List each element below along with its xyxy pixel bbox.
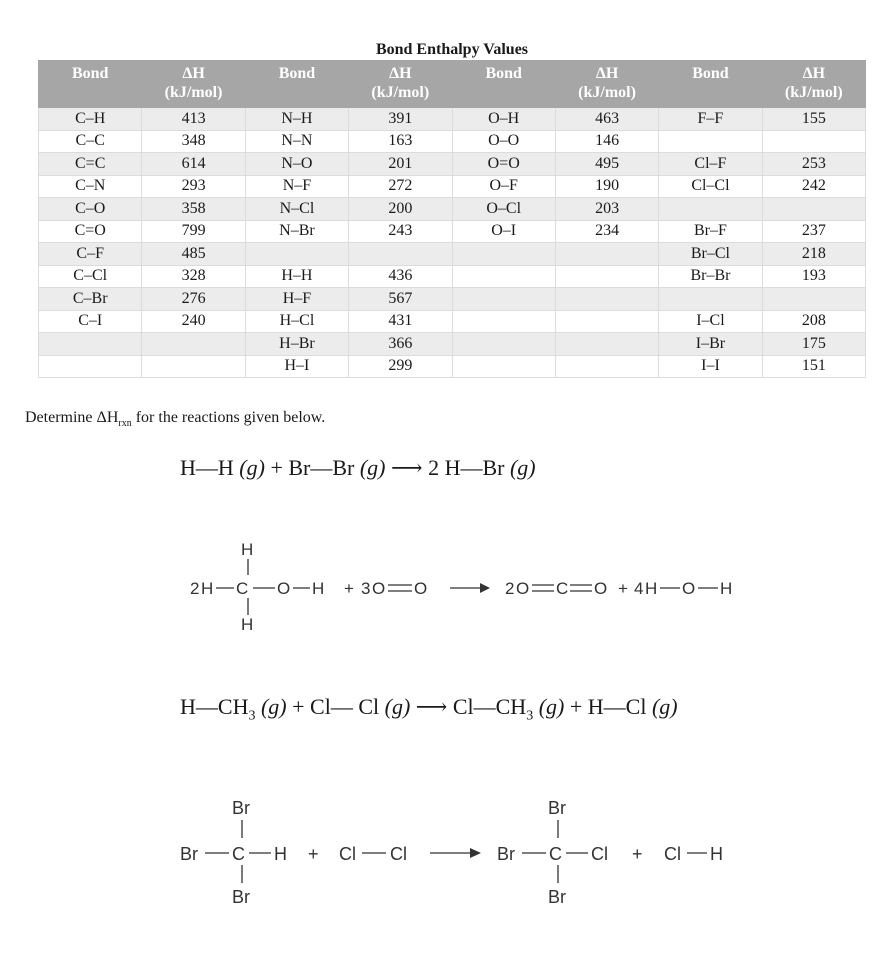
- bond-cell: F–F: [659, 108, 762, 131]
- reaction-2: [0, 535, 890, 645]
- svg-text:H: H: [201, 579, 214, 598]
- enthalpy-cell: [762, 198, 865, 221]
- enthalpy-cell: 431: [349, 310, 452, 333]
- table-row: [39, 198, 866, 221]
- svg-text:O: O: [277, 579, 291, 598]
- bond-cell: O–H: [452, 108, 555, 131]
- enthalpy-cell: 328: [142, 265, 245, 288]
- bond-cell: I–Cl: [659, 310, 762, 333]
- header-bond: Bond: [659, 61, 762, 108]
- svg-text:+: +: [344, 579, 354, 598]
- svg-text:4: 4: [634, 579, 644, 598]
- bond-cell: Br–Br: [659, 265, 762, 288]
- enthalpy-cell: 485: [142, 243, 245, 266]
- bond-cell: [39, 333, 142, 356]
- svg-text:H: H: [312, 579, 325, 598]
- table-row: [39, 130, 866, 153]
- bond-cell: C–O: [39, 198, 142, 221]
- bond-cell: [659, 198, 762, 221]
- bond-cell: N–O: [245, 153, 348, 176]
- bond-cell: H–Br: [245, 333, 348, 356]
- enthalpy-cell: [555, 288, 658, 311]
- enthalpy-cell: 243: [349, 220, 452, 243]
- bond-cell: H–Cl: [245, 310, 348, 333]
- svg-text:H: H: [645, 579, 658, 598]
- header-bond: Bond: [452, 61, 555, 108]
- enthalpy-cell: [142, 355, 245, 378]
- header-dh: ΔH (kJ/mol): [762, 61, 865, 108]
- bond-cell: [659, 130, 762, 153]
- header-bond: Bond: [39, 61, 142, 108]
- bond-cell: Cl–Cl: [659, 175, 762, 198]
- svg-text:Cl: Cl: [591, 844, 608, 864]
- bond-cell: O–F: [452, 175, 555, 198]
- svg-text:H: H: [274, 844, 287, 864]
- bond-cell: [659, 288, 762, 311]
- enthalpy-cell: [142, 333, 245, 356]
- enthalpy-cell: [555, 310, 658, 333]
- table-row: [39, 355, 866, 378]
- bond-cell: H–H: [245, 265, 348, 288]
- bond-cell: C–Br: [39, 288, 142, 311]
- enthalpy-cell: [349, 243, 452, 266]
- svg-text:O: O: [682, 579, 696, 598]
- bond-cell: Cl–F: [659, 153, 762, 176]
- bond-cell: C=O: [39, 220, 142, 243]
- bond-cell: Br–F: [659, 220, 762, 243]
- bond-cell: C–Cl: [39, 265, 142, 288]
- enthalpy-cell: 272: [349, 175, 452, 198]
- enthalpy-cell: 200: [349, 198, 452, 221]
- svg-text:C: C: [549, 844, 562, 864]
- bond-cell: N–N: [245, 130, 348, 153]
- enthalpy-cell: 151: [762, 355, 865, 378]
- enthalpy-cell: 208: [762, 310, 865, 333]
- table-row: [39, 108, 866, 131]
- bond-cell: C–C: [39, 130, 142, 153]
- enthalpy-cell: 366: [349, 333, 452, 356]
- bond-cell: [452, 243, 555, 266]
- enthalpy-cell: 203: [555, 198, 658, 221]
- bond-cell: I–Br: [659, 333, 762, 356]
- arrow-icon: ⟶: [415, 694, 448, 719]
- table-row: [39, 153, 866, 176]
- enthalpy-cell: 234: [555, 220, 658, 243]
- enthalpy-cell: 146: [555, 130, 658, 153]
- svg-text:3: 3: [361, 579, 371, 598]
- svg-text:H: H: [710, 844, 723, 864]
- enthalpy-cell: 155: [762, 108, 865, 131]
- bond-cell: N–F: [245, 175, 348, 198]
- svg-text:Br: Br: [548, 798, 566, 818]
- enthalpy-cell: 253: [762, 153, 865, 176]
- enthalpy-cell: [762, 130, 865, 153]
- enthalpy-cell: 242: [762, 175, 865, 198]
- svg-text:H: H: [720, 579, 733, 598]
- enthalpy-cell: 193: [762, 265, 865, 288]
- svg-text:Br: Br: [232, 887, 250, 907]
- enthalpy-cell: 293: [142, 175, 245, 198]
- header-dh: ΔH (kJ/mol): [349, 61, 452, 108]
- bond-cell: [452, 333, 555, 356]
- svg-text:C: C: [236, 579, 249, 598]
- svg-text:2: 2: [505, 579, 515, 598]
- bond-cell: [245, 243, 348, 266]
- svg-text:Br: Br: [232, 798, 250, 818]
- svg-text:Cl: Cl: [339, 844, 356, 864]
- header-dh: ΔH (kJ/mol): [142, 61, 245, 108]
- svg-text:Br: Br: [548, 887, 566, 907]
- table-row: [39, 243, 866, 266]
- arrow-icon: ⟶: [391, 455, 423, 480]
- enthalpy-cell: 358: [142, 198, 245, 221]
- svg-text:+: +: [618, 579, 628, 598]
- svg-text:O: O: [516, 579, 530, 598]
- enthalpy-cell: 348: [142, 130, 245, 153]
- bond-cell: [452, 288, 555, 311]
- svg-text:O: O: [414, 579, 428, 598]
- svg-text:2: 2: [190, 579, 200, 598]
- bond-cell: Br–Cl: [659, 243, 762, 266]
- svg-text:C: C: [556, 579, 569, 598]
- enthalpy-cell: 201: [349, 153, 452, 176]
- enthalpy-cell: [555, 333, 658, 356]
- table-row: [39, 288, 866, 311]
- bond-cell: [452, 310, 555, 333]
- enthalpy-cell: 276: [142, 288, 245, 311]
- bond-cell: N–Cl: [245, 198, 348, 221]
- table-row: [39, 265, 866, 288]
- bond-cell: N–H: [245, 108, 348, 131]
- instruction-text: Determine $\Delta H_{rxn}$ for the reactions given below.: [25, 409, 326, 430]
- bond-cell: N–Br: [245, 220, 348, 243]
- bond-cell: H–I: [245, 355, 348, 378]
- enthalpy-cell: 567: [349, 288, 452, 311]
- table-row: [39, 175, 866, 198]
- header-bond: Bond: [245, 61, 348, 108]
- enthalpy-cell: 237: [762, 220, 865, 243]
- svg-text:Cl: Cl: [390, 844, 407, 864]
- bond-cell: O=O: [452, 153, 555, 176]
- svg-text:O: O: [372, 579, 386, 598]
- enthalpy-cell: 436: [349, 265, 452, 288]
- bond-cell: C–F: [39, 243, 142, 266]
- bond-cell: C–H: [39, 108, 142, 131]
- enthalpy-cell: [555, 243, 658, 266]
- svg-text:H: H: [241, 540, 254, 559]
- bond-cell: H–F: [245, 288, 348, 311]
- bond-cell: [452, 355, 555, 378]
- enthalpy-cell: 463: [555, 108, 658, 131]
- bond-cell: C–I: [39, 310, 142, 333]
- svg-text:+: +: [632, 844, 643, 864]
- bond-cell: C–N: [39, 175, 142, 198]
- table-row: [39, 310, 866, 333]
- table-body: [39, 108, 866, 378]
- svg-text:C: C: [232, 844, 245, 864]
- enthalpy-cell: 175: [762, 333, 865, 356]
- enthalpy-cell: 218: [762, 243, 865, 266]
- svg-text:+: +: [308, 844, 319, 864]
- bond-cell: O–Cl: [452, 198, 555, 221]
- bond-cell: C=C: [39, 153, 142, 176]
- table-row: [39, 333, 866, 356]
- enthalpy-cell: 190: [555, 175, 658, 198]
- enthalpy-cell: 614: [142, 153, 245, 176]
- svg-text:O: O: [594, 579, 608, 598]
- enthalpy-cell: 299: [349, 355, 452, 378]
- header-dh: ΔH (kJ/mol): [555, 61, 658, 108]
- svg-text:H: H: [241, 615, 254, 634]
- bond-cell: [39, 355, 142, 378]
- table-header-row: [39, 61, 866, 108]
- table-row: [39, 220, 866, 243]
- enthalpy-cell: 495: [555, 153, 658, 176]
- bond-cell: I–I: [659, 355, 762, 378]
- enthalpy-cell: [555, 265, 658, 288]
- bond-cell: O–O: [452, 130, 555, 153]
- enthalpy-cell: 799: [142, 220, 245, 243]
- svg-text:Br: Br: [497, 844, 515, 864]
- bond-enthalpy-table: [38, 60, 866, 378]
- enthalpy-cell: 163: [349, 130, 452, 153]
- bond-cell: [452, 265, 555, 288]
- table-title: Bond Enthalpy Values: [375, 41, 529, 58]
- enthalpy-cell: [555, 355, 658, 378]
- reaction-4: [0, 790, 890, 915]
- svg-text:Cl: Cl: [664, 844, 681, 864]
- enthalpy-cell: 413: [142, 108, 245, 131]
- svg-text:Br: Br: [180, 844, 198, 864]
- enthalpy-cell: 391: [349, 108, 452, 131]
- enthalpy-cell: 240: [142, 310, 245, 333]
- bond-cell: O–I: [452, 220, 555, 243]
- enthalpy-cell: [762, 288, 865, 311]
